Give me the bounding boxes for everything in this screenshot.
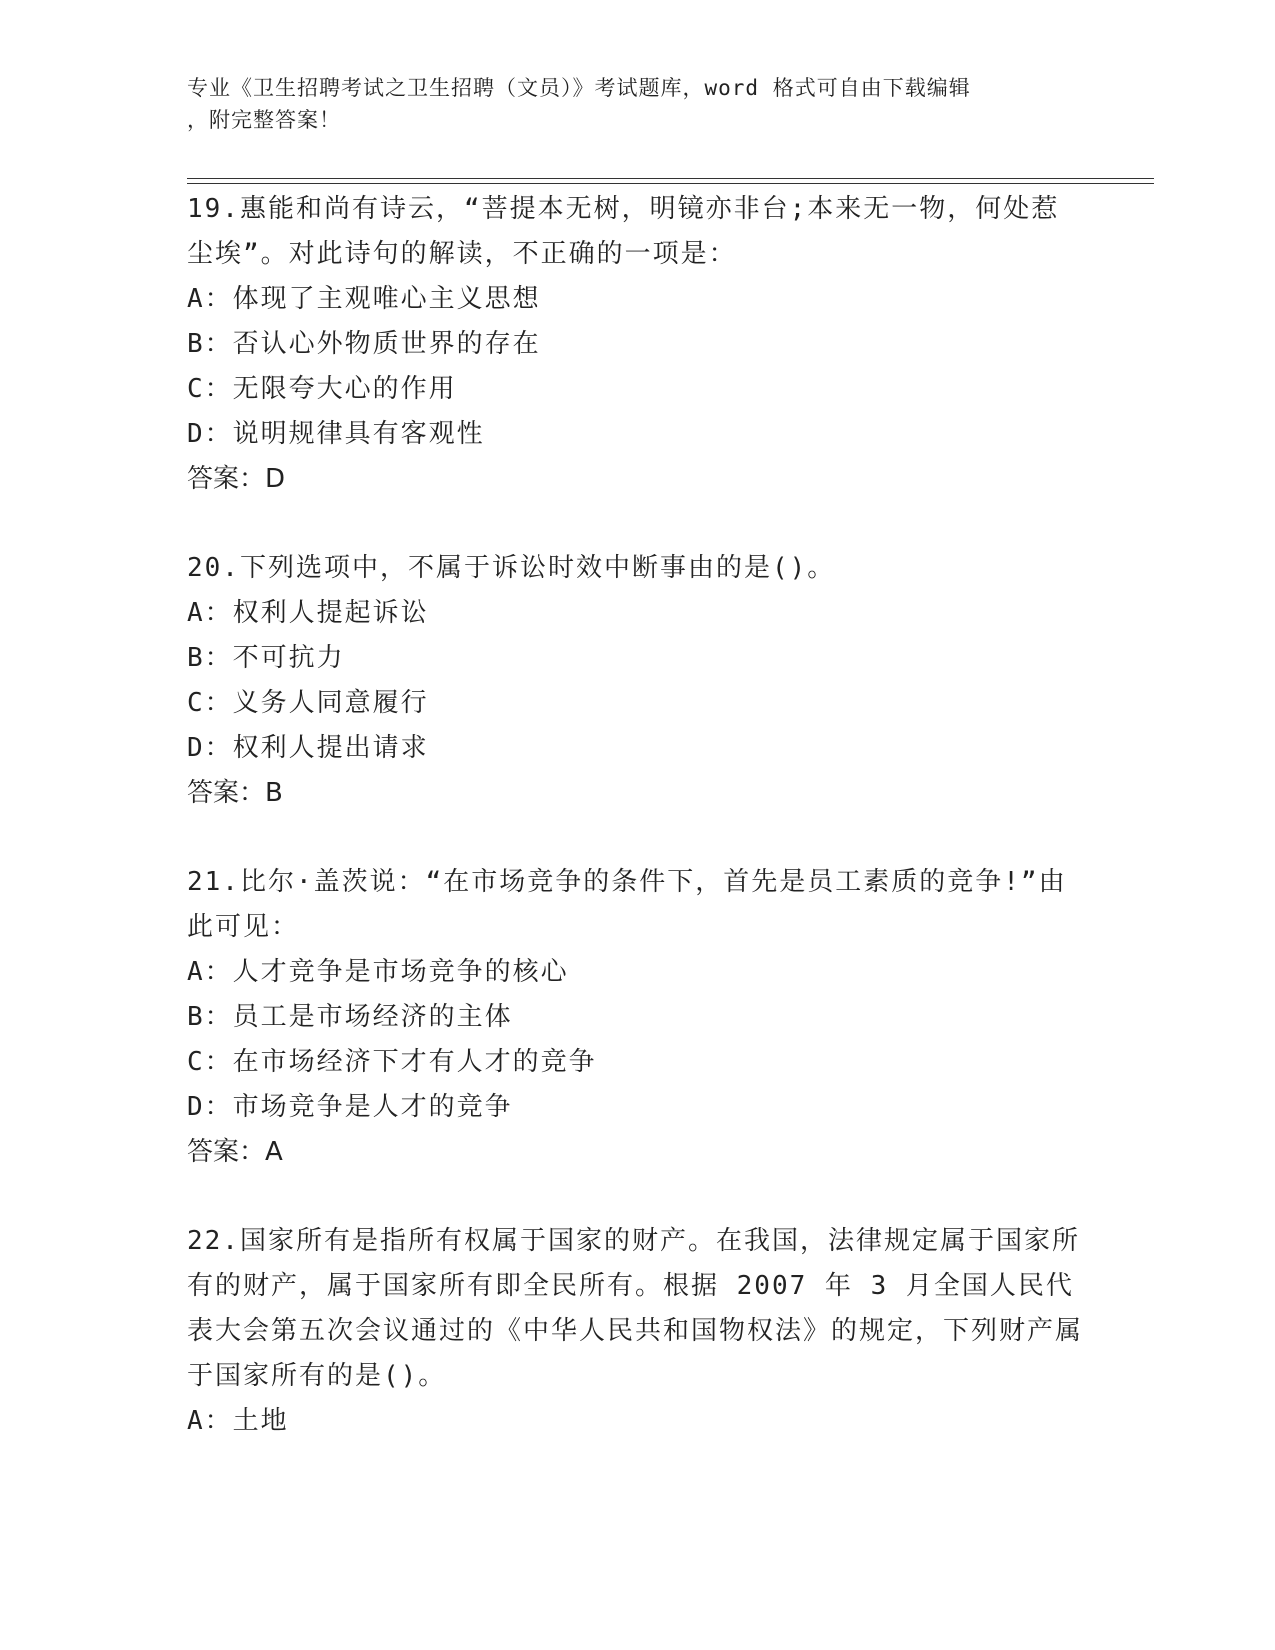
option-d: D：说明规律具有客观性 [187,419,485,449]
question-22 [187,1219,1087,1444]
option-a: A：人才竞争是市场竞争的核心 [187,957,569,987]
option-a: A：权利人提起诉讼 [187,598,429,628]
question-stem: 22.国家所有是指所有权属于国家的财产。在我国，法律规定属于国家所有的财产，属于国家所有即全民所有。根据 2007 年 3 月全国人民代表大会第五次会议通过的《中华人民共和国物权法》的规定，下列财产属于国家所有的是()。 [187,1226,1084,1391]
question-19 [187,187,1087,502]
question-list [187,187,1087,1488]
option-a: A：体现了主观唯心主义思想 [187,284,541,314]
question-21 [187,860,1087,1175]
question-20 [187,546,1087,816]
answer-line: 答案：A [187,1137,283,1167]
option-b: B：员工是市场经济的主体 [187,1002,513,1032]
option-c: C：无限夸大心的作用 [187,374,457,404]
answer-line: 答案：D [187,464,286,494]
question-stem: 21.比尔·盖茨说：“在市场竞争的条件下，首先是员工素质的竞争!”由此可见： [187,867,1067,942]
header-divider-top [187,178,1154,179]
option-c: C：义务人同意履行 [187,688,429,718]
option-a: A：土地 [187,1406,289,1436]
answer-line: 答案：B [187,778,283,808]
option-b: B：否认心外物质世界的存在 [187,329,541,359]
document-header [187,72,1087,136]
header-line-2: ，附完整答案！ [187,108,341,132]
question-stem: 19.惠能和尚有诗云，“菩提本无树，明镜亦非台;本来无一物，何处惹尘埃”。对此诗句的解读，不正确的一项是： [187,194,1060,269]
question-stem: 20.下列选项中，不属于诉讼时效中断事由的是()。 [187,553,836,583]
header-divider-bottom [187,183,1154,184]
option-b: B：不可抗力 [187,643,345,673]
option-d: D：权利人提出请求 [187,733,429,763]
option-d: D：市场竞争是人才的竞争 [187,1092,513,1122]
header-line-1: 专业《卫生招聘考试之卫生招聘（文员）》考试题库，word 格式可自由下载编辑 [187,76,971,100]
option-c: C：在市场经济下才有人才的竞争 [187,1047,597,1077]
